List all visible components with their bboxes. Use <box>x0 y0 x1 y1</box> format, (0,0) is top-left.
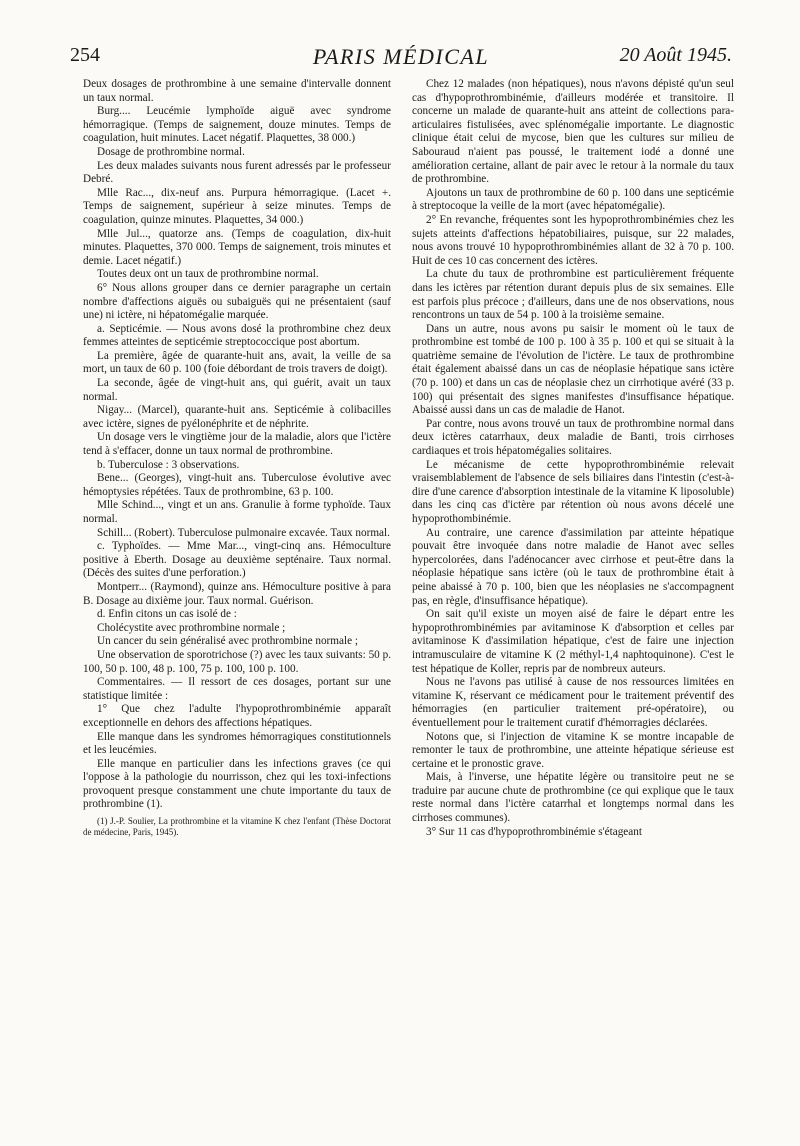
paragraph: Par contre, nous avons trouvé un taux de prothrombine normal dans deux ictères catarrhaux, deux maladie de Banti, trois cirrhoses cardiaques et trois hépatomégalies solitaires. <box>412 417 734 458</box>
paragraph: Les deux malades suivants nous furent adressés par le professeur Debré. <box>83 159 391 186</box>
paragraph: Mlle Rac..., dix-neuf ans. Purpura hémorragique. (Lacet +. Temps de saignement, supérieur à seize minutes. Temps de coagulation, quinze minutes. Plaquettes, 34 000.) <box>83 186 391 226</box>
paragraph: c. Typhoïdes. — Mme Mar..., vingt-cinq ans. Hémoculture positive à Eberth. Dosage au deuxième septénaire. Taux normal. (Décès des suites d'une perforation.) <box>83 540 391 580</box>
paragraph: Notons que, si l'injection de vitamine K se montre incapable de remonter le taux de prothrombine, une atteinte hépatique sérieuse est certaine et le pronostic grave. <box>412 730 734 770</box>
paragraph: Un cancer du sein généralisé avec prothrombine normale ; <box>97 635 358 648</box>
paragraph: Toutes deux ont un taux de prothrombine normal. <box>97 268 319 281</box>
paragraph: Mlle Schind..., vingt et un ans. Granulie à forme typhoïde. Taux normal. <box>83 499 391 525</box>
paragraph: 2° En revanche, fréquentes sont les hypoprothrombinémies chez les sujets atteints d'affections hépatobiliaires, puisque, sur 22 malades, nous avons trouvé 10 hypoprothrombinémies allant de 32 à 70 p. 100. Huit de ces 10 cas concernent des ictères. <box>412 213 734 267</box>
paragraph: Cholécystite avec prothrombine normale ; <box>97 621 286 634</box>
running-header <box>70 44 732 78</box>
paragraph: Le mécanisme de cette hypoprothrombinémie relevait vraisemblablement de l'absence de sels biliaires dans l'intestin (c'est-à-dire d'une carence d'absorption intestinale de la vitamine K liposoluble) dans les cinq cas d'ictère par rétention où nous avons décelé une hypoprothombinémie. <box>412 458 734 525</box>
footnote: (1) J.-P. Soulier, La prothrombine et la vitamine K chez l'enfant (Thèse Doctorat de médecine, Paris, 1945). <box>83 816 391 838</box>
paragraph: Ajoutons un taux de prothrombine de 60 p. 100 dans une septicémie à streptocoque la veille de la mort (avec hépatomégalie). <box>412 186 734 213</box>
left-column <box>83 78 391 838</box>
paragraph: La chute du taux de prothrombine est particulièrement fréquente dans les ictères par rétention durant depuis plus de six semaines. Elle est parfois plus précoce ; d'ailleurs, dans une de nos observations, nous rencontrons un taux de 54 p. 100 à la troisième semaine. <box>412 268 734 322</box>
paragraph: Dosage de prothrombine normal. <box>97 145 245 158</box>
paragraph: Une observation de sporotrichose (?) avec les taux suivants: 50 p. 100, 50 p. 100, 48 p. 100, 75 p. 100, 100 p. 100. <box>83 648 391 675</box>
paragraph: Elle manque en particulier dans les infections graves (ce qui l'oppose à la pathologie du nourrisson, chez qui les toxi-infections provoquent presque constamment une chute importante du taux de prothrombine (1). <box>83 757 391 811</box>
paragraph: Schill... (Robert). Tuberculose pulmonaire excavée. Taux normal. <box>97 526 390 539</box>
paragraph: Au contraire, une carence d'assimilation par atteinte hépatique pouvait être invoquée dans notre maladie de Hanot avec selles hypercolorées, dans l'adénocancer avec cirrhose et peut-être dans la néoplasie hépatique sans ictère (où le taux de prothrombine était à peine abaissé à 70 p. 100, bien que les néoplasies ne s'accompagnent pas, en règle, d'insuffisance hépatique). <box>412 526 734 607</box>
paragraph: Un dosage vers le vingtième jour de la maladie, alors que l'ictère tend à s'effacer, donne un taux normal de prothrombine. <box>83 431 391 458</box>
paragraph: Chez 12 malades (non hépatiques), nous n'avons dépisté qu'un seul cas d'hypoprothrombinémie, d'ailleurs modérée et transitoire. Il concerne un malade de quarante-huit ans atteint de collections para-articulaires fistulisées, avec splénomégalie importante. Le diagnostic clinique était celui de mycose, bien que les cultures sur milieu de Sabouraud n'aient pas poussé, le traitement iodé a donné une amélioration certaine, allant de pair avec le retour à la normale du taux de prothrombine. <box>412 78 734 186</box>
paragraph: 3° Sur 11 cas d'hypoprothrombinémie s'étageant <box>426 825 642 838</box>
paragraph: b. Tuberculose : 3 observations. <box>97 458 240 471</box>
paragraph: On sait qu'il existe un moyen aisé de faire le départ entre les hypoprothrombinémies par avitaminose K d'absorption et celles par avitaminose K d'assimilation hépatique, c'est de faire une injection intramusculaire de vitamine K (2 méthyl-1,4 naphtoquinone). C'est le test hépatique de Koller, repris par de nombreux auteurs. <box>412 608 734 675</box>
paragraph: Nous ne l'avons pas utilisé à cause de nos ressources limitées en vitamine K, réservant ce médicament pour le traitement préventif des hémorragies (en particulier traitement pré-opératoire), ou éventuellement pour le traitement curatif d'hémorragies déclarées. <box>412 676 734 729</box>
paragraph: Elle manque dans les syndromes hémorragiques constitutionnels et les leucémies. <box>83 730 391 757</box>
paragraph: Montperr... (Raymond), quinze ans. Hémoculture positive à para B. Dosage au dixième jour. Taux normal. Guérison. <box>83 580 391 607</box>
paragraph: 6° Nous allons grouper dans ce dernier paragraphe un certain nombre d'affections aiguës ou subaiguës qui ne présentaient (sauf une) ni ictère, ni hépatomégalie marquée. <box>83 281 391 322</box>
paragraph: Bene... (Georges), vingt-huit ans. Tuberculose évolutive avec hémoptysies répétées. Taux de prothrombine, 63 p. 100. <box>83 472 391 498</box>
journal-title: PARIS MÉDICAL <box>312 44 490 69</box>
paragraph: Deux dosages de prothrombine à une semaine d'intervalle donnent un taux normal. <box>83 78 391 104</box>
paragraph: Mais, à l'inverse, une hépatite légère ou transitoire peut ne se traduire par aucune chute de prothrombine (ce qui explique que le taux reste normal dans l'ictère catarrhal et longtemps normal dans les cirrhoses communes). <box>412 771 734 825</box>
commentaires-paragraph: Commentaires. — Il ressort de ces dosages, portant sur une statistique limitée : <box>83 676 391 702</box>
paragraph: Mlle Jul..., quatorze ans. (Temps de coagulation, dix-huit minutes. Plaquettes, 370 000. Temps de saignement, trois minutes et demie. Lacet négatif.) <box>83 227 391 267</box>
paragraph: La première, âgée de quarante-huit ans, avait, la veille de sa mort, un taux de 60 p. 100 (foie débordant de trois travers de doigt). <box>83 349 391 376</box>
page-number: 254 <box>70 44 100 66</box>
paragraph: a. Septicémie. — Nous avons dosé la prothrombine chez deux femmes atteintes de septicémie streptococcique post abortum. <box>83 322 391 349</box>
paragraph: d. Enfin citons un cas isolé de : <box>97 608 237 621</box>
paragraph: Burg.... Leucémie lymphoïde aiguë avec syndrome hémorragique. (Temps de saignement, douze minutes. Temps de coagulation, huit minutes. Lacet négatif. Plaquettes, 38 000.) <box>83 105 391 145</box>
right-column <box>412 78 734 839</box>
paragraph: Dans un autre, nous avons pu saisir le moment où le taux de prothrombine est tombé de 100 p. 100 à 35 p. 100 et qui se situait à la quatrième semaine de l'évolution de l'ictère. Le taux de prothrombine était également abaissé dans un cas de néoplasie hépatique sans ictère (70 p. 100) et dans un cas de néoplasie chez un cirrhotique avéré (33 p. 100) qui présentait des signes manifestes d'insuffisance hépatique. Abaissé aussi dans un cas de maladie de Hanot. <box>412 322 734 417</box>
paragraph: 1° Que chez l'adulte l'hypoprothrombinémie apparaît exceptionnelle en dehors des affections hépatiques. <box>83 703 391 729</box>
issue-date: 20 Août 1945. <box>619 44 732 66</box>
paragraph: Nigay... (Marcel), quarante-huit ans. Septicémie à colibacilles avec ictère, signes de pyélonéphrite et de néphrite. <box>83 404 391 430</box>
paragraph: La seconde, âgée de vingt-huit ans, qui guérit, avait un taux normal. <box>83 377 391 403</box>
